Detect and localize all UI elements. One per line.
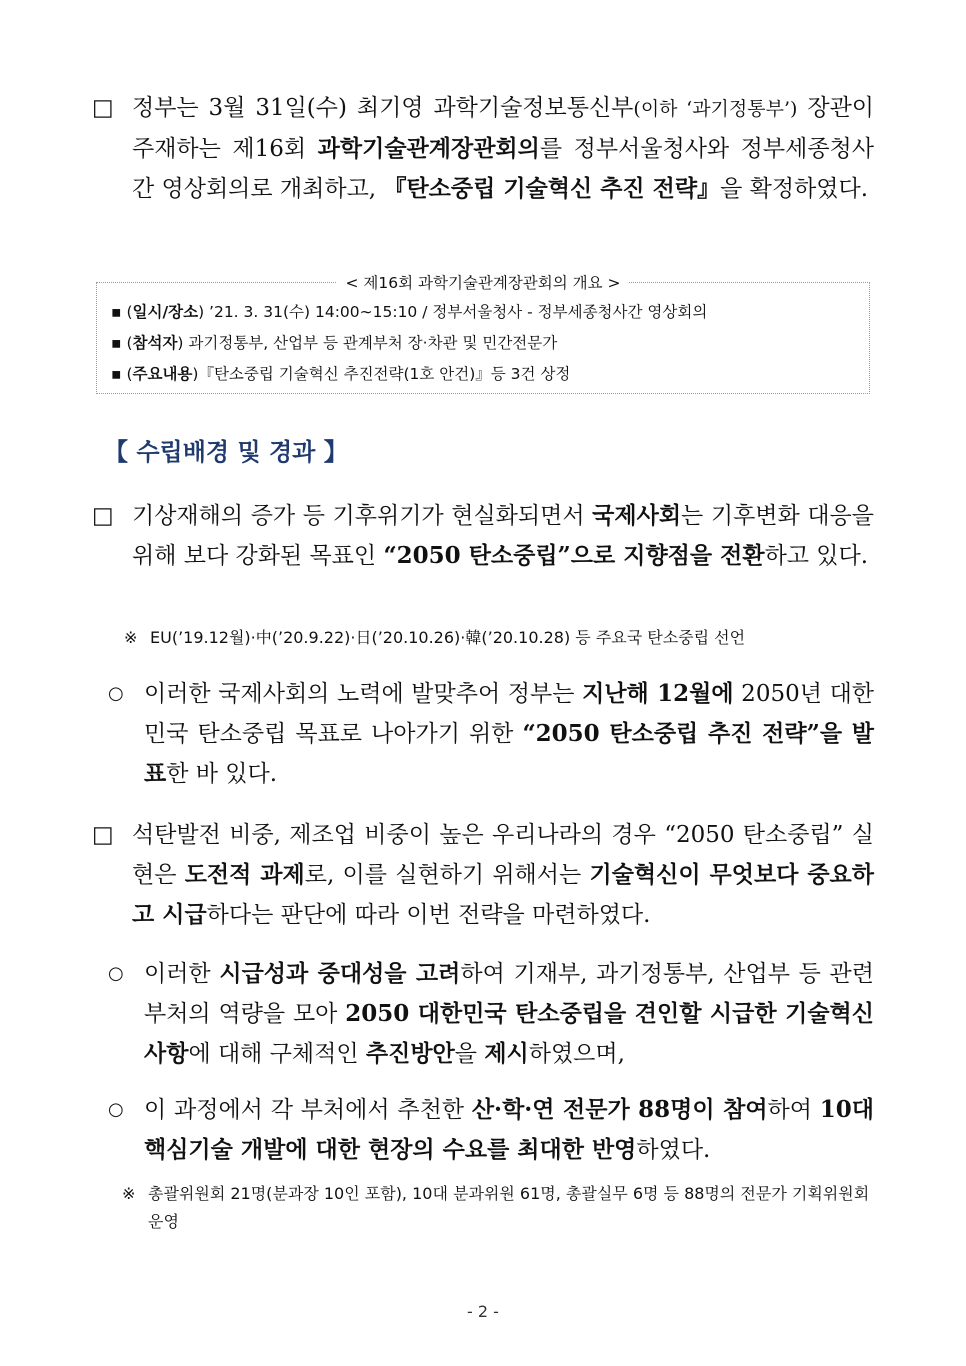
committee-note-text: 총괄위원회 21명(분과장 10인 포함), 10대 분과위원 61명, 총괄실무 6명 등 88명의 전문가 기획위원회 운영	[148, 1184, 870, 1231]
text-run: 기상재해의 증가 등 기후위기가 현실화되면서	[132, 503, 593, 529]
section-heading: 【 수립배경 및 경과 】	[104, 438, 348, 466]
checkbox-bullet-icon: □	[92, 503, 114, 529]
text-run: 하였으며,	[528, 1041, 625, 1067]
row-label: 참석자	[132, 334, 178, 352]
intro-paragraph	[92, 88, 874, 209]
bold-run: 산·학·연 전문가 88명이 참여	[471, 1096, 768, 1123]
text-run: (	[121, 303, 133, 321]
text-run: 하여 기재부, 과기정통부, 산업부 등 관련부처의 역량을 모아	[144, 961, 874, 1027]
bold-run: 지난해 12월에	[582, 680, 734, 707]
text-run: 하고 있다.	[764, 543, 869, 569]
checkbox-bullet-icon: □	[92, 822, 114, 848]
bold-run: 2050 대한민국 탄소중립을 견인할 시급한 기술혁신 사항	[144, 1000, 874, 1067]
square-bullet-icon: ▪	[111, 365, 122, 383]
circle-bullet-icon: ○	[108, 1099, 124, 1120]
text-run: 하여	[767, 1097, 820, 1123]
bold-run: 추진방안	[365, 1040, 455, 1067]
strategy-paragraph	[108, 674, 874, 794]
overview-row-attendees	[111, 332, 861, 354]
committee-note	[122, 1180, 874, 1236]
square-bullet-icon: ▪	[111, 303, 122, 321]
urgency-paragraph	[108, 954, 874, 1074]
background-text	[132, 496, 874, 576]
text-run: 이러한 국제사회의 노력에 발맞추어 정부는	[144, 681, 583, 707]
bold-run: “2050 탄소중립 추진 전략”을 발표	[144, 720, 875, 787]
row-text: ) 과기정통부, 산업부 등 관계부처 장·차관 및 민간전문가	[177, 334, 558, 352]
text-run: 를 정부서울청사와 정부세종청사 간 영상회의로 개최하고,	[132, 136, 874, 202]
reference-mark-icon: ※	[124, 628, 138, 647]
overview-row-agenda	[111, 363, 861, 385]
meeting-overview-box	[96, 274, 870, 394]
text-run: 2050년 대한민국 탄소중립 목표로 나아가기 위한	[144, 681, 875, 747]
expert-paragraph	[108, 1090, 874, 1170]
intro-text	[132, 88, 874, 209]
text-run: 석탄발전 비중, 제조업 비중이 높은 우리나라의 경우 “2050 탄소중립” 실현은	[132, 822, 874, 888]
text-run: 을	[454, 1041, 485, 1067]
reference-mark-icon: ※	[122, 1184, 136, 1203]
bold-run: 과학기술관계장관회의	[317, 135, 540, 162]
row-label: 일시/장소	[132, 303, 199, 321]
overview-row-datetime	[111, 301, 861, 323]
page-number: - 2 -	[467, 1302, 499, 1321]
row-label: 주요내용	[132, 365, 193, 383]
bold-run: 10대 핵심기술 개발에 대한 현장의 수요를 최대한 반영	[144, 1096, 875, 1163]
overview-title	[97, 271, 869, 293]
row-text: ) ’21. 3. 31(수) 14:00∼15:10 / 정부서울청사 - 정부세종청사간 영상회의	[198, 303, 708, 321]
expert-text	[144, 1090, 874, 1170]
text-run: 에 대해 구체적인	[188, 1041, 366, 1067]
bold-run: 국제사회	[592, 502, 682, 529]
text-run: 는 기후변화 대응을 위해 보다 강화된 목표인	[132, 503, 874, 569]
background-paragraph	[92, 496, 874, 576]
square-bullet-icon: ▪	[111, 334, 122, 352]
reference-note-text: EU(’19.12월)·中(’20.9.22)·日(’20.10.26)·韓(’20.10.28) 등 주요국 탄소중립 선언	[150, 628, 746, 647]
circle-bullet-icon: ○	[108, 683, 124, 704]
text-run: 정부는 3월 31일(수) 최기영 과학기술정보통신부	[132, 95, 634, 121]
overview-title-text: < 제16회 과학기술관계장관회의 개요 >	[337, 274, 628, 292]
row-text: )『탄소중립 기술혁신 추진전략(1호 안건)』등 3건 상정	[192, 365, 571, 383]
text-run: 하다는 판단에 따라 이번 전략을 마련하였다.	[206, 902, 651, 928]
checkbox-bullet-icon: □	[92, 95, 114, 121]
text-run: (	[121, 365, 133, 383]
text-run: 을 확정하였다.	[720, 176, 869, 202]
strategy-text	[144, 674, 874, 794]
bold-run: 제시	[484, 1040, 529, 1067]
text-run: 이러한	[144, 961, 220, 987]
text-run: 한 바 있다.	[166, 761, 278, 787]
text-run: 이 과정에서 각 부처에서 추천한	[144, 1097, 472, 1123]
bold-run: 시급성과 중대성을 고려	[219, 960, 461, 987]
text-run: 장관이 주재하는 제16회	[132, 95, 874, 162]
challenge-paragraph	[92, 815, 874, 935]
text-run: (이하 ‘과기정통부’)	[633, 98, 798, 120]
bold-run: “2050 탄소중립”으로 지향점을 전환	[383, 542, 765, 569]
text-run: 로, 이를 실현하기 위해서는	[304, 862, 590, 888]
bold-run: 『탄소중립 기술혁신 추진 전략』	[383, 175, 721, 202]
text-run: 하였다.	[636, 1137, 711, 1163]
reference-note	[124, 624, 874, 652]
text-run: (	[121, 334, 133, 352]
bold-run: 도전적 과제	[184, 861, 305, 888]
challenge-text	[132, 815, 874, 935]
urgency-text	[144, 954, 874, 1074]
circle-bullet-icon: ○	[108, 963, 124, 984]
bold-run: 기술혁신이 무엇보다 중요하고 시급	[132, 861, 874, 928]
